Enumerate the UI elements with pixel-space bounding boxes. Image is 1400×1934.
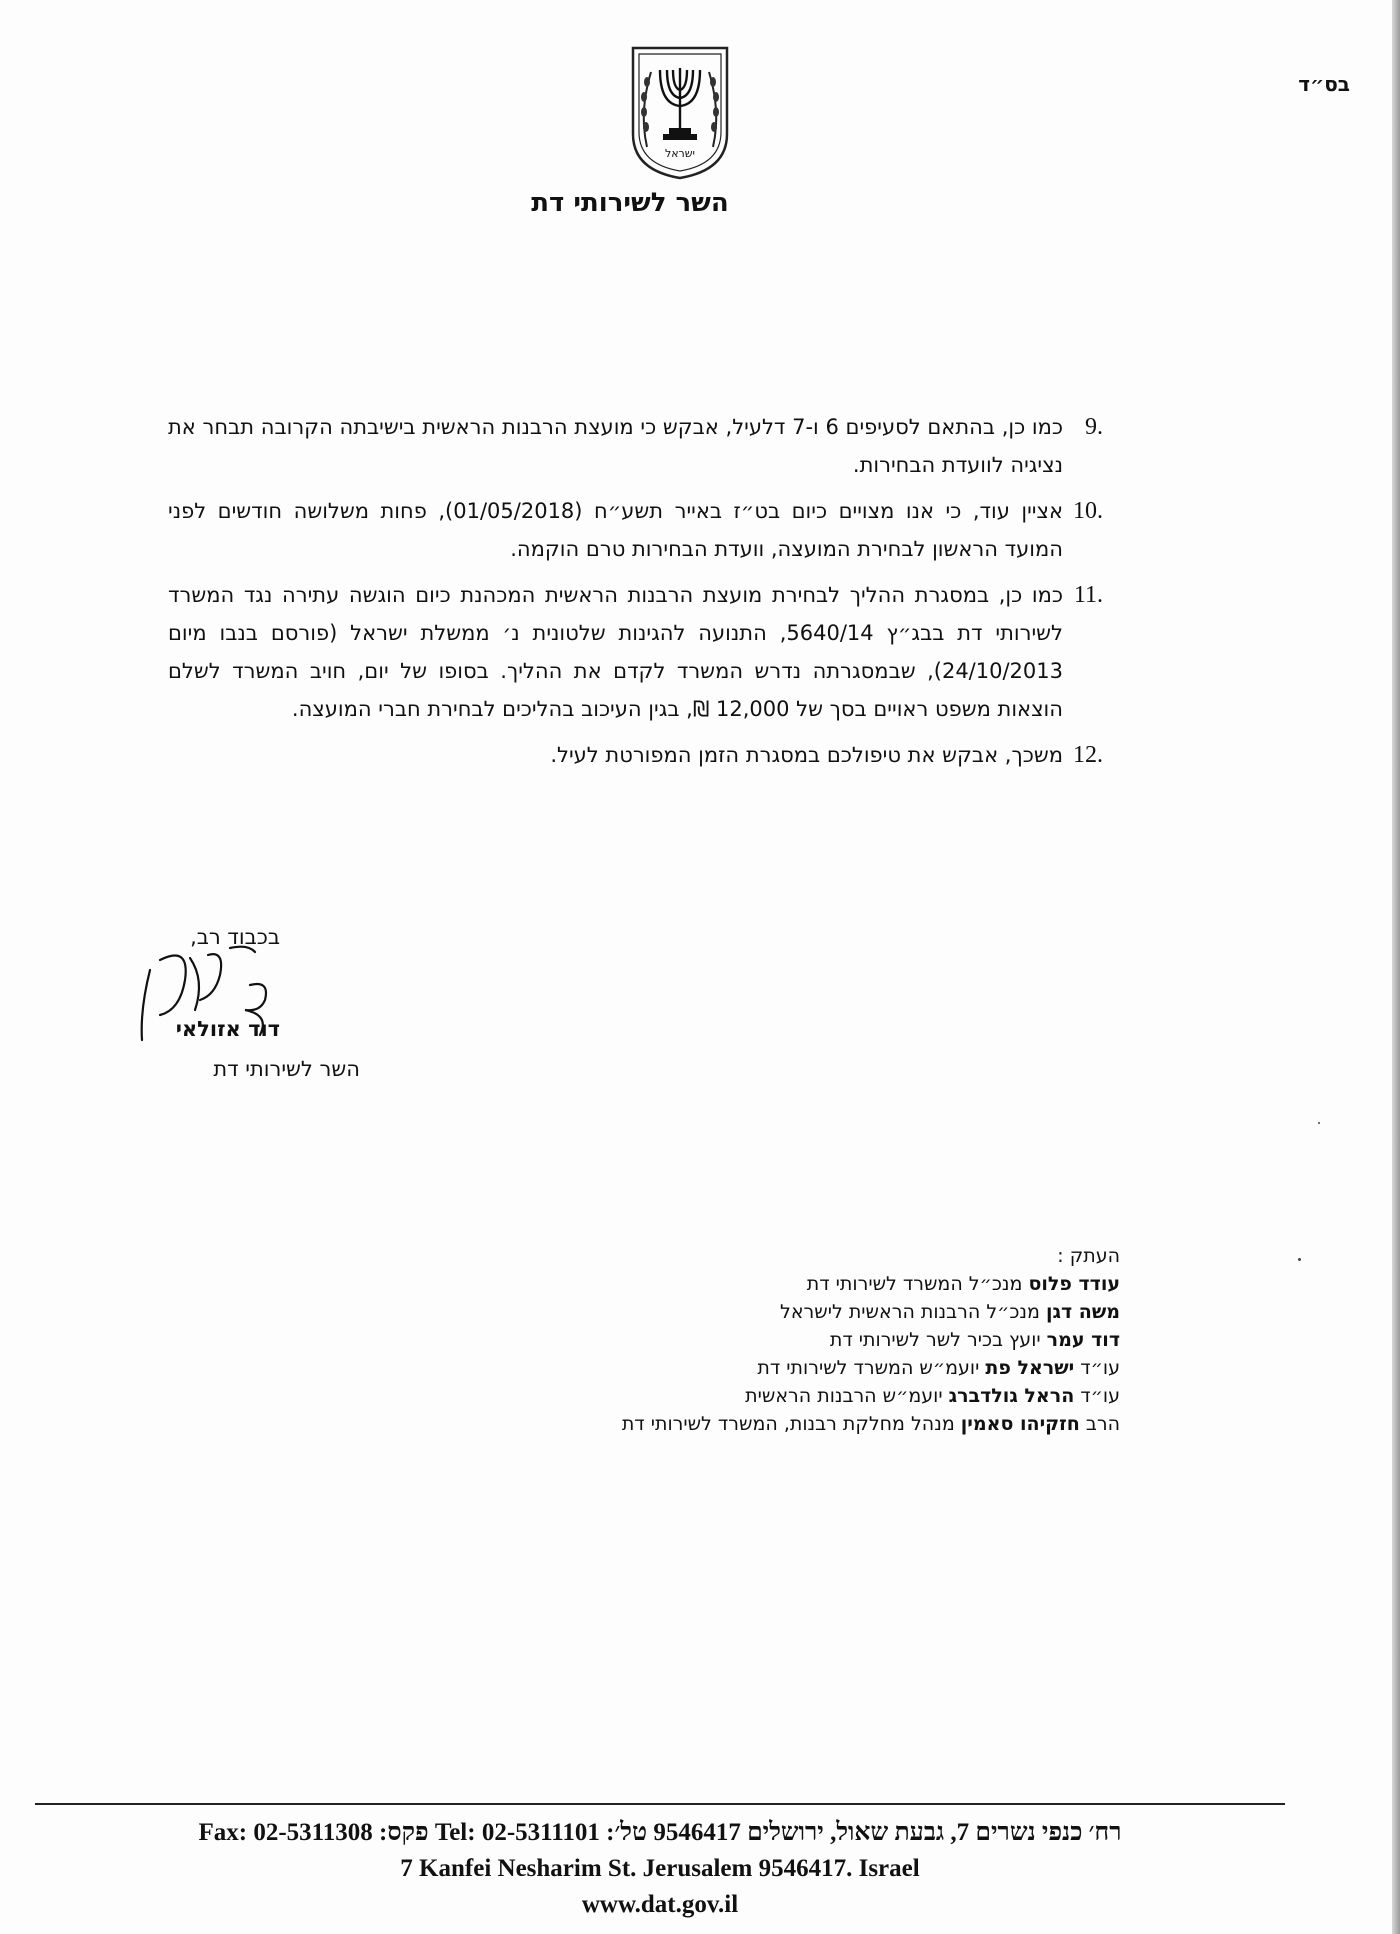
scan-speck xyxy=(1298,1258,1301,1261)
letter-body xyxy=(168,408,1103,782)
closing-greeting: בכבוד רב, xyxy=(190,925,280,949)
paragraph-number: .10 xyxy=(1073,498,1103,524)
cc-role: מנהל מחלקת רבנות, המשרד לשירותי דת xyxy=(621,1413,955,1435)
cc-name: משה דגן xyxy=(1045,1301,1120,1323)
cc-role: יועץ בכיר לשר לשירותי דת xyxy=(829,1329,1041,1351)
cc-prefix: עו״ד xyxy=(1080,1357,1120,1379)
cc-entry xyxy=(480,1410,1120,1438)
paragraph-10 xyxy=(168,492,1103,568)
paragraph-text: כמו כן, בהתאם לסעיפים 6 ו-7 דלעיל, אבקש כי מועצת הרבנות הראשית בישיבתה הקרובה תבחר את נציגיה לוועדת הבחירות. xyxy=(168,415,1063,477)
footer-address-hebrew: רח׳ כנפי נשרים 7, גבעת שאול, ירושלים 9546417 טל׳: 02-5311101 :Tel פקס: 02-5311308 :Fax xyxy=(198,1819,1122,1846)
letterhead-title: השר לשירותי דת xyxy=(531,188,729,218)
signer-title: השר לשירותי דת xyxy=(213,1057,360,1081)
cc-role: יועמ״ש המשרד לשירותי דת xyxy=(757,1357,980,1379)
footer-address-english: 7 Kanfei Nesharim St. Jerusalem 9546417. Israel xyxy=(400,1855,920,1882)
paragraph-text: אציין עוד, כי אנו מצויים כיום בט״ז באייר תשע״ח (01/05/2018), פחות משלושה חודשים לפני המועד הראשון לבחירת המועצה, וועדת הבחירות טרם הוקמה. xyxy=(168,499,1063,561)
cc-entry xyxy=(480,1270,1120,1298)
paragraph-number: .9 xyxy=(1085,414,1103,440)
emblem-text: ישראל xyxy=(664,147,696,160)
cc-entry xyxy=(480,1298,1120,1326)
paragraph-text: משכך, אבקש את טיפולכם במסגרת הזמן המפורטת לעיל. xyxy=(550,743,1063,767)
cc-role: מנכ״ל המשרד לשירותי דת xyxy=(806,1273,1023,1295)
cc-prefix: עו״ד xyxy=(1080,1385,1120,1407)
closing-block xyxy=(130,925,380,1095)
cc-name: הראל גולדברג xyxy=(948,1385,1075,1407)
footer-website: www.dat.gov.il xyxy=(581,1891,739,1918)
cc-label: העתק : xyxy=(1057,1245,1120,1267)
paragraph-11 xyxy=(168,576,1103,728)
paragraph-text: כמו כן, במסגרת ההליך לבחירת מועצת הרבנות הראשית המכהנת כיום הוגשה עתירה נגד המשרד לשירותי דת בבג״ץ 5640/14, התנועה להגינות שלטונית נ׳ ממשלת ישראל (פורסם בנבו מיום 24/10/2013), שבמסגרתה נדרש המשרד לקדם את ההליך. בסופו של יום, חויב המשרד לשלם הוצאות משפט ראויים בסך של 12,000 ₪, בגין העיכוב בהליכים לבחירת חברי המועצה. xyxy=(168,583,1063,721)
cc-name: דוד עמר xyxy=(1046,1329,1120,1351)
paragraph-12 xyxy=(168,736,1103,774)
paragraph-number: .11 xyxy=(1073,582,1103,608)
bsd-mark: בס״ד xyxy=(1298,72,1350,96)
cc-role: יועמ״ש הרבנות הראשית xyxy=(745,1385,943,1407)
footer-divider xyxy=(35,1803,1285,1805)
scan-speck xyxy=(1318,1122,1320,1124)
cc-name: חזקיהו סאמין xyxy=(960,1413,1080,1435)
cc-name: עודד פלוס xyxy=(1028,1273,1120,1295)
cc-entry xyxy=(480,1382,1120,1410)
signer-name: דוד אזולאי xyxy=(175,1017,280,1041)
cc-name: ישראל פת xyxy=(985,1357,1075,1379)
state-emblem-icon xyxy=(625,42,735,182)
cc-entry xyxy=(480,1354,1120,1382)
paragraph-number: .12 xyxy=(1073,742,1103,768)
cc-entry xyxy=(480,1326,1120,1354)
cc-role: מנכ״ל הרבנות הראשית לישראל xyxy=(780,1301,1040,1323)
footer xyxy=(60,1815,1260,1923)
cc-list xyxy=(480,1242,1120,1438)
paragraph-9 xyxy=(168,408,1103,484)
cc-prefix: הרב xyxy=(1085,1413,1120,1435)
page-edge-shadow xyxy=(1392,0,1400,1934)
